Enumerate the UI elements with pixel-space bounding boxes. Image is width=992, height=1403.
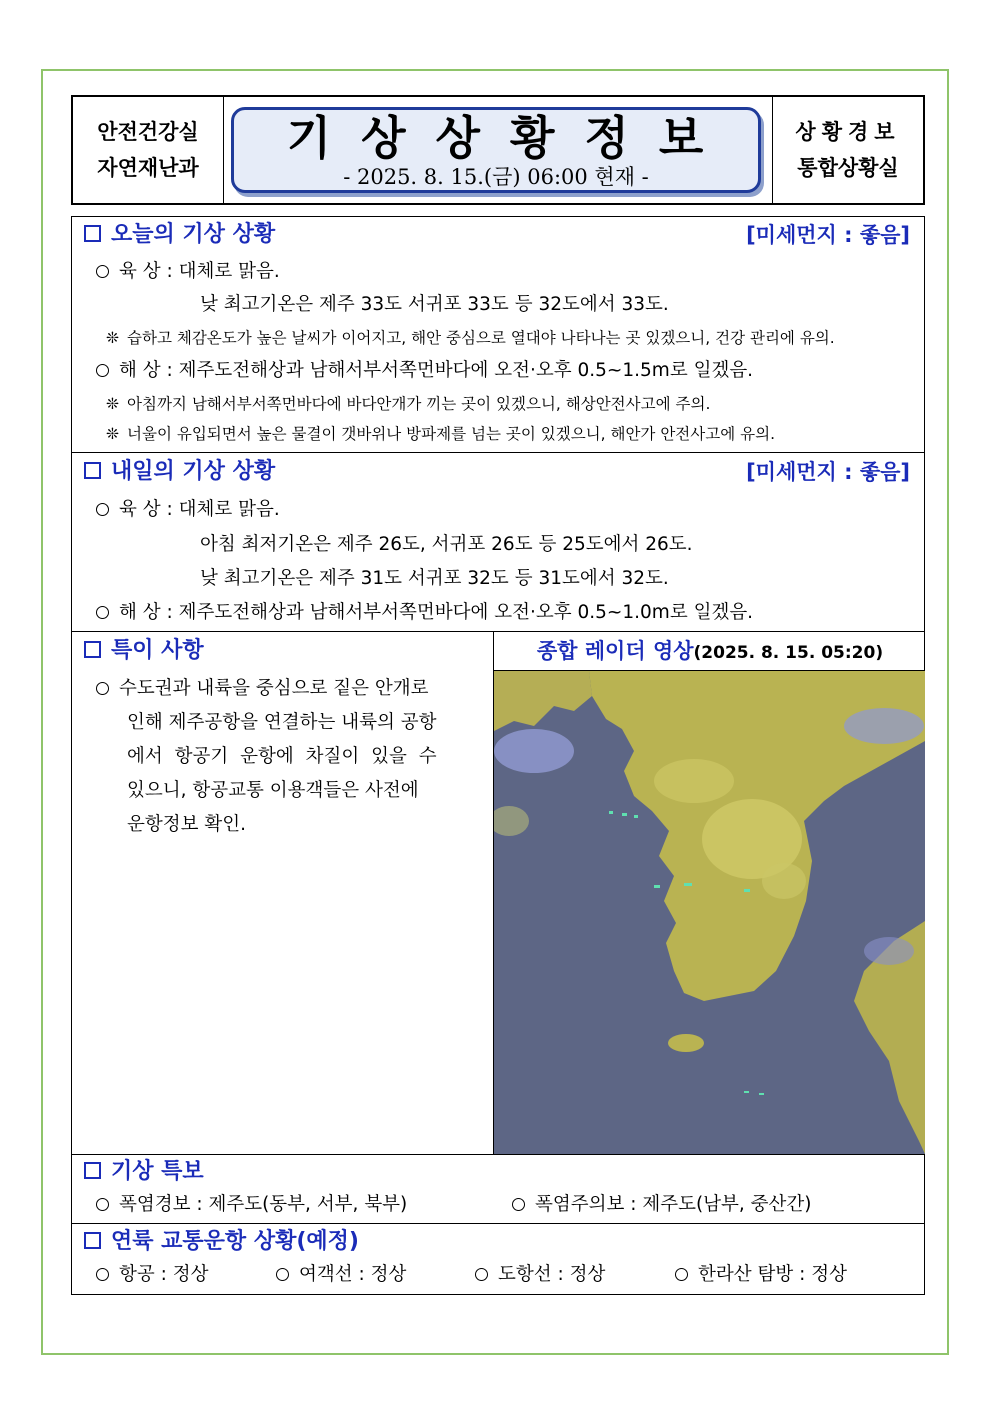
radar-title xyxy=(494,632,926,670)
circle-bullet-icon xyxy=(96,682,109,695)
today-sea-text: 제주도전해상과 남해서부서쪽먼바다에 오전·오후 0.5~1.5m로 일겠음. xyxy=(178,360,754,381)
traffic-item-hallasan-text: 한라산 탐방 : 정상 xyxy=(698,1264,847,1285)
special-heading-text: 특이 사항 xyxy=(111,638,204,663)
radar-cloud xyxy=(762,863,806,899)
radar-time: (2025. 8. 15. 05:20) xyxy=(693,643,884,663)
today-land-note-text: 습하고 체감온도가 높은 날씨가 이어지고, 해안 중심으로 열대야 나타나는 곳 있겠으니, 건강 관리에 유의. xyxy=(127,329,835,347)
radar-title-text: 종합 레이더 영상 xyxy=(536,639,694,663)
special-line-4: 있으니, 항공교통 이용객들은 사전에 xyxy=(127,780,419,801)
tomorrow-land-min: 아침 최저기온은 제주 26도, 서귀포 26도 등 25도에서 26도. xyxy=(200,534,693,555)
warning-item-2 xyxy=(512,1192,812,1218)
note-asterisk-icon: ❊ xyxy=(106,329,119,347)
traffic-item-air-text: 항공 : 정상 xyxy=(119,1264,209,1285)
checkbox-icon xyxy=(84,1232,101,1249)
title-box xyxy=(231,107,761,193)
warnings-heading-text: 기상 특보 xyxy=(111,1159,204,1184)
circle-bullet-icon xyxy=(96,1268,109,1281)
special-line-5: 운항정보 확인. xyxy=(127,814,246,835)
office-line2: 통합상황실 xyxy=(797,156,899,180)
dept-line1: 안전건강실 xyxy=(97,120,199,144)
special-line-3: 에서 항공기 운항에 차질이 있을 수 xyxy=(127,746,437,767)
warning-item-2-text: 폭염주의보 : 제주도(남부, 중산간) xyxy=(535,1194,812,1215)
checkbox-icon xyxy=(84,641,101,658)
today-sea-line xyxy=(96,358,753,384)
traffic-section xyxy=(71,1223,925,1295)
special-radar-section xyxy=(71,631,925,1155)
circle-bullet-icon xyxy=(96,265,109,278)
land-label: 육 상 : xyxy=(119,261,173,282)
warnings-section xyxy=(71,1154,925,1224)
tomorrow-heading-text: 내일의 기상 상황 xyxy=(111,459,276,484)
tomorrow-sea-text: 제주도전해상과 남해서부서쪽먼바다에 오전·오후 0.5~1.0m로 일겠음. xyxy=(178,602,754,623)
today-land-note xyxy=(106,327,835,349)
radar-echo xyxy=(744,889,750,892)
radar-panel xyxy=(494,632,925,1154)
radar-echo xyxy=(634,815,638,818)
report-datetime: - 2025. 8. 15.(금) 06:00 현재 - xyxy=(343,165,649,189)
checkbox-icon xyxy=(84,462,101,479)
radar-echo xyxy=(609,811,613,814)
today-sea-note1 xyxy=(106,393,710,415)
today-section xyxy=(71,216,925,453)
today-sea-note2-text: 너울이 유입되면서 높은 물결이 갯바위나 방파제를 넘는 곳이 있겠으니, 해안가 안전사고에 유의. xyxy=(127,425,776,443)
traffic-item-air xyxy=(96,1262,208,1288)
circle-bullet-icon xyxy=(475,1268,488,1281)
radar-cloud-blue xyxy=(864,937,914,965)
radar-cloud-blue xyxy=(844,708,924,744)
sea-label: 해 상 : xyxy=(119,360,173,381)
checkbox-icon xyxy=(84,1162,101,1179)
special-notice xyxy=(96,672,492,842)
radar-echo xyxy=(684,883,692,886)
circle-bullet-icon xyxy=(96,503,109,516)
warnings-heading xyxy=(84,1157,204,1187)
today-land-text: 대체로 맑음. xyxy=(178,261,280,282)
today-land-line xyxy=(96,259,280,285)
dept-block xyxy=(73,97,224,203)
special-line-1-text: 수도권과 내륙을 중심으로 짙은 안개로 xyxy=(119,678,429,699)
circle-bullet-icon xyxy=(96,1198,109,1211)
circle-bullet-icon xyxy=(512,1198,525,1211)
traffic-heading xyxy=(84,1227,359,1257)
office-line1: 상황경보 xyxy=(795,120,901,144)
traffic-item-ferry-text: 여객선 : 정상 xyxy=(299,1264,407,1285)
tomorrow-section xyxy=(71,452,925,632)
special-line-1 xyxy=(96,672,492,706)
today-sea-note2 xyxy=(106,423,775,445)
radar-cloud xyxy=(654,759,734,803)
special-heading xyxy=(84,636,204,666)
circle-bullet-icon xyxy=(276,1268,289,1281)
tomorrow-land-text: 대체로 맑음. xyxy=(178,499,280,520)
radar-jeju xyxy=(668,1034,704,1052)
today-heading xyxy=(84,220,275,250)
radar-echo xyxy=(744,1091,749,1093)
today-land-temp: 낮 최고기온은 제주 33도 서귀포 33도 등 32도에서 33도. xyxy=(200,294,669,315)
today-heading-text: 오늘의 기상 상황 xyxy=(111,222,276,247)
tomorrow-land-max: 낮 최고기온은 제주 31도 서귀포 32도 등 31도에서 32도. xyxy=(200,568,669,589)
traffic-item-hallasan xyxy=(675,1262,847,1288)
page-title: 기상상황정보 xyxy=(286,111,734,165)
special-line-2: 인해 제주공항을 연결하는 내륙의 공항 xyxy=(127,712,437,733)
today-sea-note1-text: 아침까지 남해서부서쪽먼바다에 바다안개가 끼는 곳이 있겠으니, 해상안전사고에 주의. xyxy=(127,395,711,413)
report-header xyxy=(71,95,925,205)
tomorrow-sea-line xyxy=(96,600,753,626)
radar-cloud-blue xyxy=(494,729,574,773)
checkbox-icon xyxy=(84,225,101,242)
traffic-heading-text: 연륙 교통운항 상황(예정) xyxy=(111,1229,359,1254)
note-asterisk-icon: ❊ xyxy=(106,395,119,413)
radar-echo xyxy=(759,1093,764,1095)
land-label: 육 상 : xyxy=(119,499,173,520)
sea-label: 해 상 : xyxy=(119,602,173,623)
office-block xyxy=(772,97,923,203)
dept-line2: 자연재난과 xyxy=(97,156,199,180)
today-dust-status: [미세먼지 : 좋음] xyxy=(746,223,910,247)
radar-echo xyxy=(654,885,660,888)
circle-bullet-icon xyxy=(96,606,109,619)
tomorrow-land-line xyxy=(96,497,280,523)
traffic-item-island-ferry xyxy=(475,1262,605,1288)
radar-echo xyxy=(622,813,627,816)
tomorrow-heading xyxy=(84,457,275,487)
warning-item-1 xyxy=(96,1192,407,1218)
traffic-item-ferry xyxy=(276,1262,406,1288)
note-asterisk-icon: ❊ xyxy=(106,425,119,443)
radar-image xyxy=(494,671,925,1154)
tomorrow-dust-status: [미세먼지 : 좋음] xyxy=(746,460,910,484)
circle-bullet-icon xyxy=(675,1268,688,1281)
warning-item-1-text: 폭염경보 : 제주도(동부, 서부, 북부) xyxy=(119,1194,408,1215)
traffic-item-island-ferry-text: 도항선 : 정상 xyxy=(498,1264,606,1285)
circle-bullet-icon xyxy=(96,364,109,377)
